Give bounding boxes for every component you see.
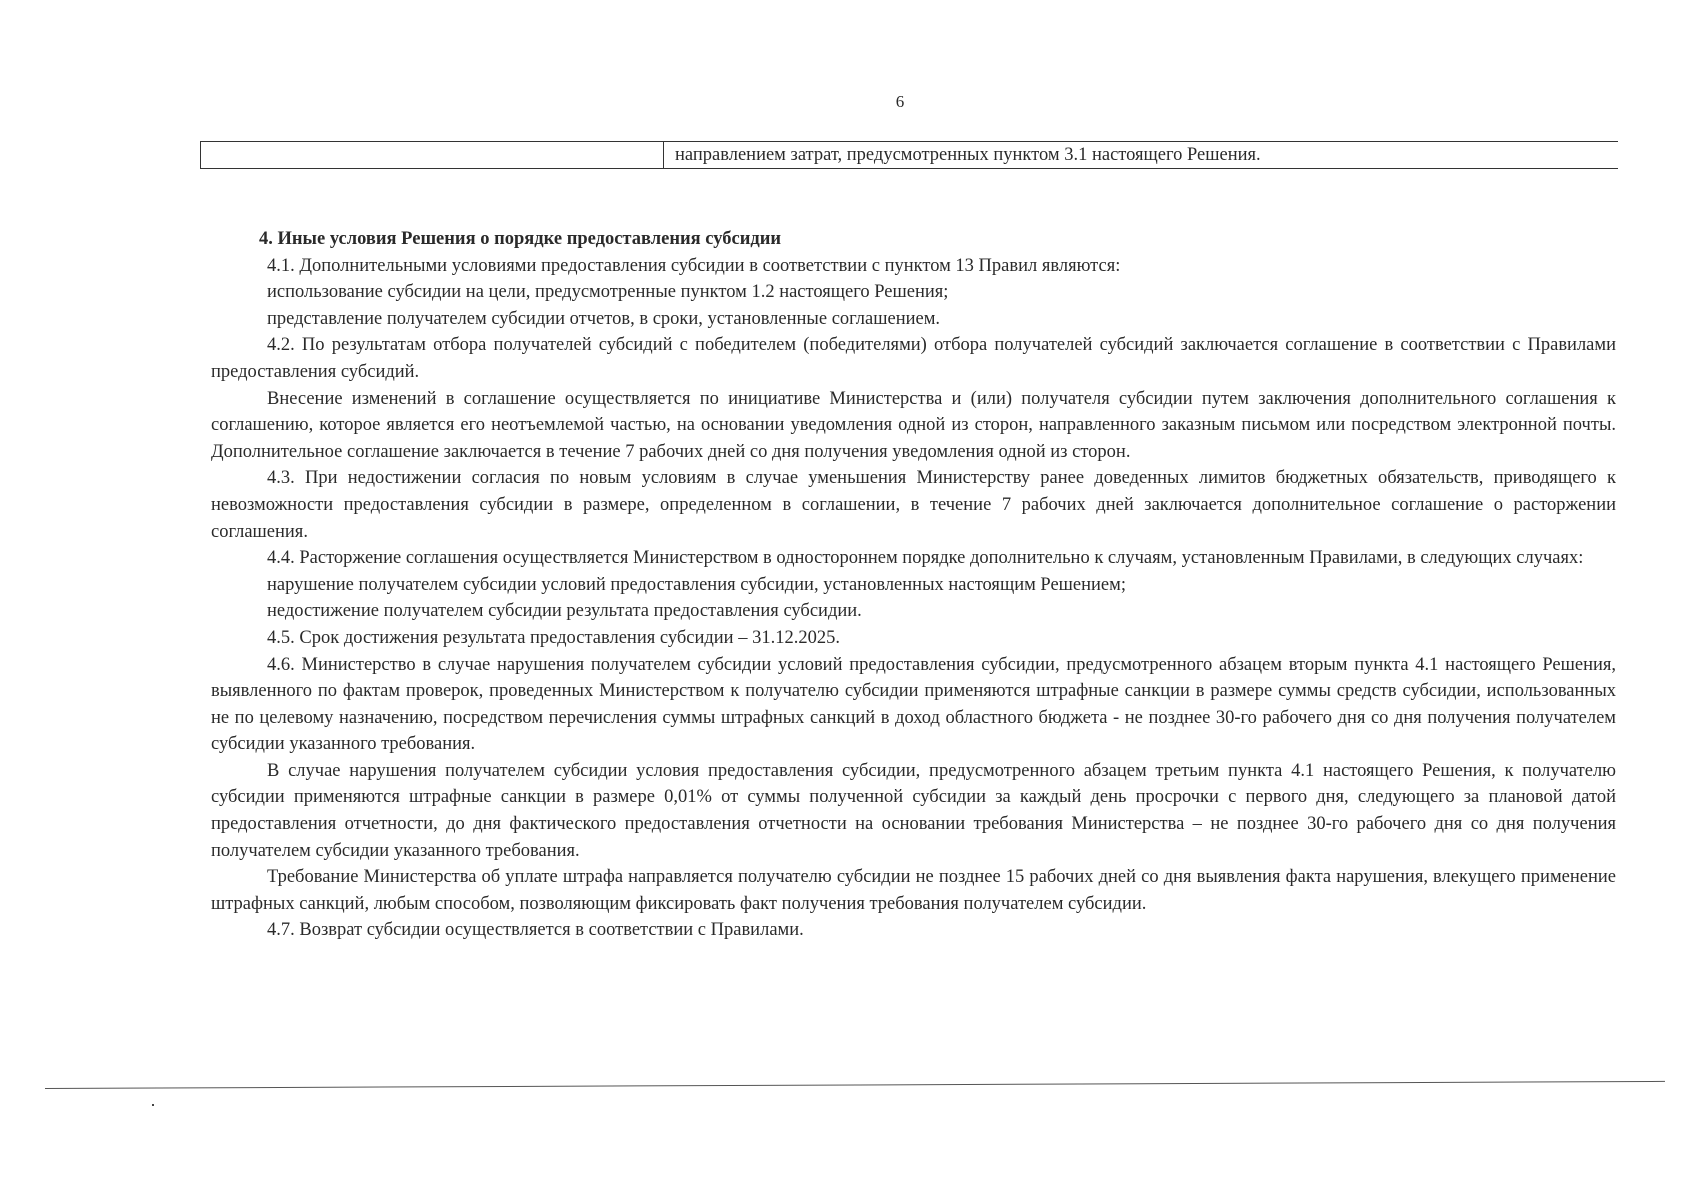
scan-speck <box>152 1104 154 1106</box>
section-4 <box>211 226 1616 944</box>
paragraph-4-4-item-2: недостижение получателем субсидии результата предоставления субсидии. <box>267 601 862 622</box>
paragraph-4-1-item-1: использование субсидии на цели, предусмотренные пунктом 1.2 настоящего Решения; <box>267 282 949 303</box>
paragraph-4-4-item-1: нарушение получателем субсидии условий предоставления субсидии, установленных настоящим Решением; <box>267 574 1126 595</box>
table-cell-divider <box>663 142 664 168</box>
table-cell-text: направлением затрат, предусмотренных пунктом 3.1 настоящего Решения. <box>675 145 1261 165</box>
section-heading: 4. Иные условия Решения о порядке предоставления субсидии <box>259 229 782 249</box>
paragraph-4-7: 4.7. Возврат субсидии осуществляется в соответствии с Правилами. <box>267 920 804 941</box>
paragraph-4-6-requirement: Требование Министерства об уплате штрафа направляется получателю субсидии не позднее 15 рабочих дней со дня выявления факта нарушения, влекущего применение штрафных санкций, любым способом, позволяющим фиксировать факт получения требования получателем субсидии. <box>211 867 1616 914</box>
paragraph-4-4: 4.4. Расторжение соглашения осуществляется Министерством в одностороннем порядке дополнительно к случаям, установленным Правилами, в следующих случаях: <box>267 548 1584 569</box>
paragraph-4-2: 4.2. По результатам отбора получателей субсидий с победителем (победителями) отбора получателей субсидий заключается соглашение в соответствии с Правилами предоставления субсидий. <box>211 335 1616 382</box>
page-number: 6 <box>895 92 905 111</box>
paragraph-4-6: 4.6. Министерство в случае нарушения получателем субсидии условий предоставления субсидии, предусмотренного абзацем вторым пункта 4.1 настоящего Решения, выявленного по фактам проверок, проведенных Министерством к получателю субсидии применяются штрафные санкции в размере суммы средств субсидии, использованных не по целевому назначению, посредством перечисления суммы штрафных санкций в доход областного бюджета - не позднее 30-го рабочего дня со дня получения получателем субсидии указанного требования. <box>211 654 1616 755</box>
paragraph-4-5: 4.5. Срок достижения результата предоставления субсидии – 31.12.2025. <box>267 627 840 648</box>
paragraph-4-1: 4.1. Дополнительными условиями предоставления субсидии в соответствии с пунктом 13 Правил являются: <box>267 255 1121 276</box>
paragraph-4-3: 4.3. При недостижении согласия по новым условиям в случае уменьшения Министерству ранее доведенных лимитов бюджетных обязательств, приводящего к невозможности предоставления субсидии в размере, определенном в соглашении, в течение 7 рабочих дней заключается дополнительное соглашение о расторжении соглашения. <box>211 468 1616 542</box>
bottom-rule <box>45 1081 1665 1089</box>
paragraph-4-2-amendments: Внесение изменений в соглашение осуществляется по инициативе Министерства и (или) получателя субсидии путем заключения дополнительного соглашения к соглашению, которое является его неотъемлемой частью, на основании уведомления одной из сторон, направленного заказным письмом или посредством электронной почты. Дополнительное соглашение заключается в течение 7 рабочих дней со дня получения уведомления одной из сторон. <box>211 388 1616 462</box>
table-fragment <box>200 141 1618 169</box>
paragraph-4-6-penalty: В случае нарушения получателем субсидии условия предоставления субсидии, предусмотренного абзацем третьим пункта 4.1 настоящего Решения, к получателю субсидии применяются штрафные санкции в размере 0,01% от суммы полученной субсидии за каждый день просрочки с первого дня, следующего за плановой датой предоставления отчетности, до дня фактического предоставления отчетности на основании требования Министерства – не позднее 30-го рабочего дня со дня получения получателем субсидии указанного требования. <box>211 760 1616 861</box>
paragraph-4-1-item-2: представление получателем субсидии отчетов, в сроки, установленные соглашением. <box>267 308 941 329</box>
